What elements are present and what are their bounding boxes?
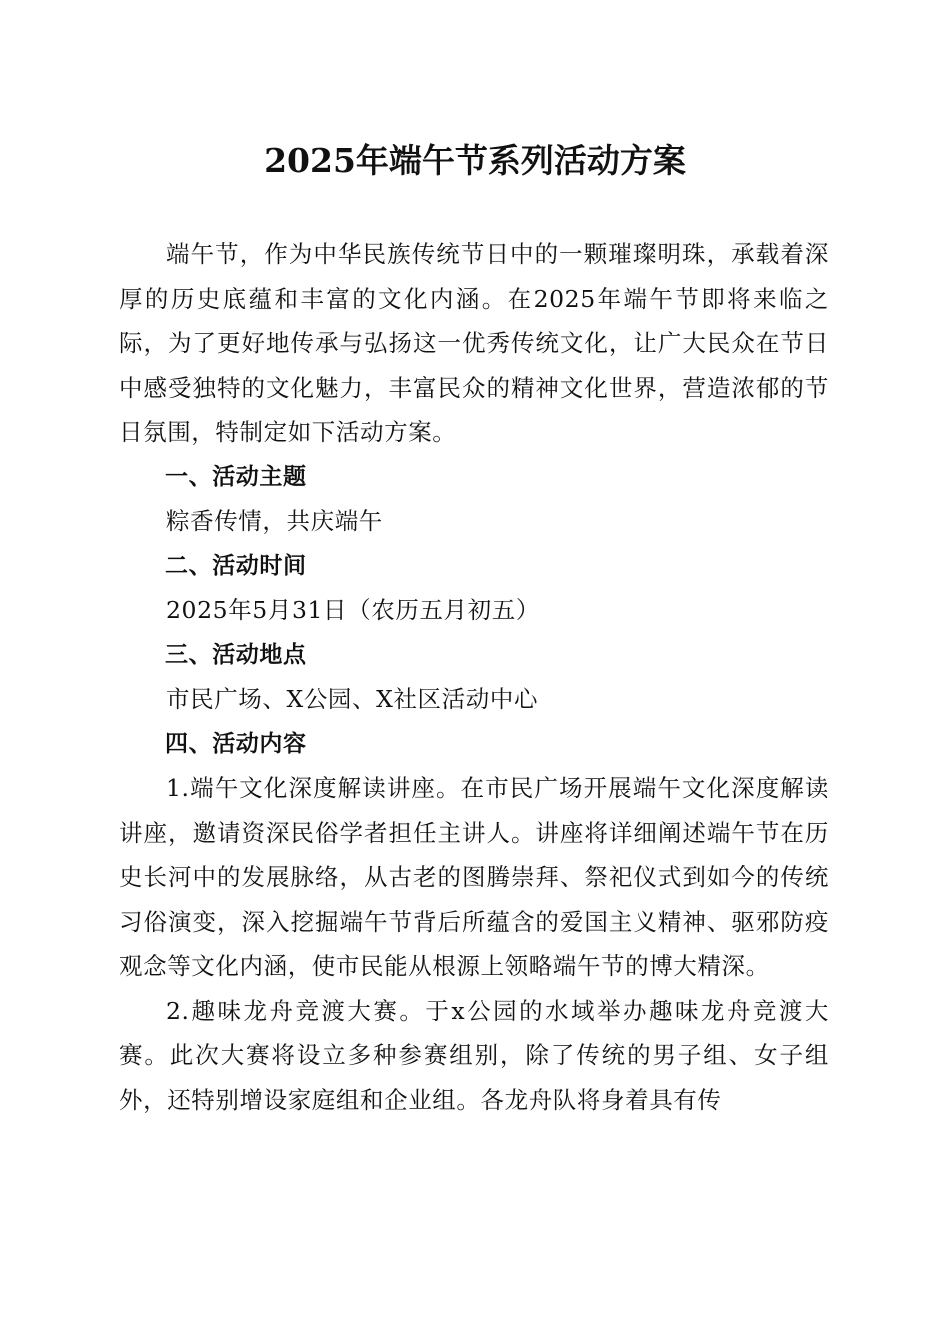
document-body: [119, 232, 829, 1122]
section-text-theme: 粽香传情，共庆端午: [166, 507, 383, 535]
section-heading-time: 二、活动时间: [165, 552, 307, 579]
content-item-lecture: 1.端午文化深度解读讲座。在市民广场开展端午文化深度解读讲座，邀请资深民俗学者担任主讲人。讲座将详细阐述端午节在历史长河中的发展脉络，从古老的图腾崇拜、祭祀仪式到如今的传统习俗演变，深入挖掘端午节背后所蕴含的爱国主义精神、驱邪防疫观念等文化内涵，使市民能从根源上领略端午节的博大精深。: [119, 774, 829, 980]
section-heading-content: 四、活动内容: [165, 730, 307, 757]
section-text-location: 市民广场、X公园、X社区活动中心: [166, 685, 539, 713]
document-title: 2025年端午节系列活动方案: [264, 141, 686, 180]
content-item-dragon-boat: 2.趣味龙舟竞渡大赛。于x公园的水域举办趣味龙舟竞渡大赛。此次大赛将设立多种参赛组别，除了传统的男子组、女子组外，还特别增设家庭组和企业组。各龙舟队将身着具有传: [119, 996, 829, 1114]
section-heading-location: 三、活动地点: [165, 641, 307, 668]
section-text-time: 2025年5月31日（农历五月初五）: [166, 596, 540, 624]
intro-paragraph: 端午节，作为中华民族传统节日中的一颗璀璨明珠，承载着深厚的历史底蕴和丰富的文化内涵。在2025年端午节即将来临之际，为了更好地传承与弘扬这一优秀传统文化，让广大民众在节日中感受独特的文化魅力，丰富民众的精神文化世界，营造浓郁的节日氛围，特制定如下活动方案。: [119, 240, 829, 446]
section-heading-theme: 一、活动主题: [165, 463, 307, 490]
